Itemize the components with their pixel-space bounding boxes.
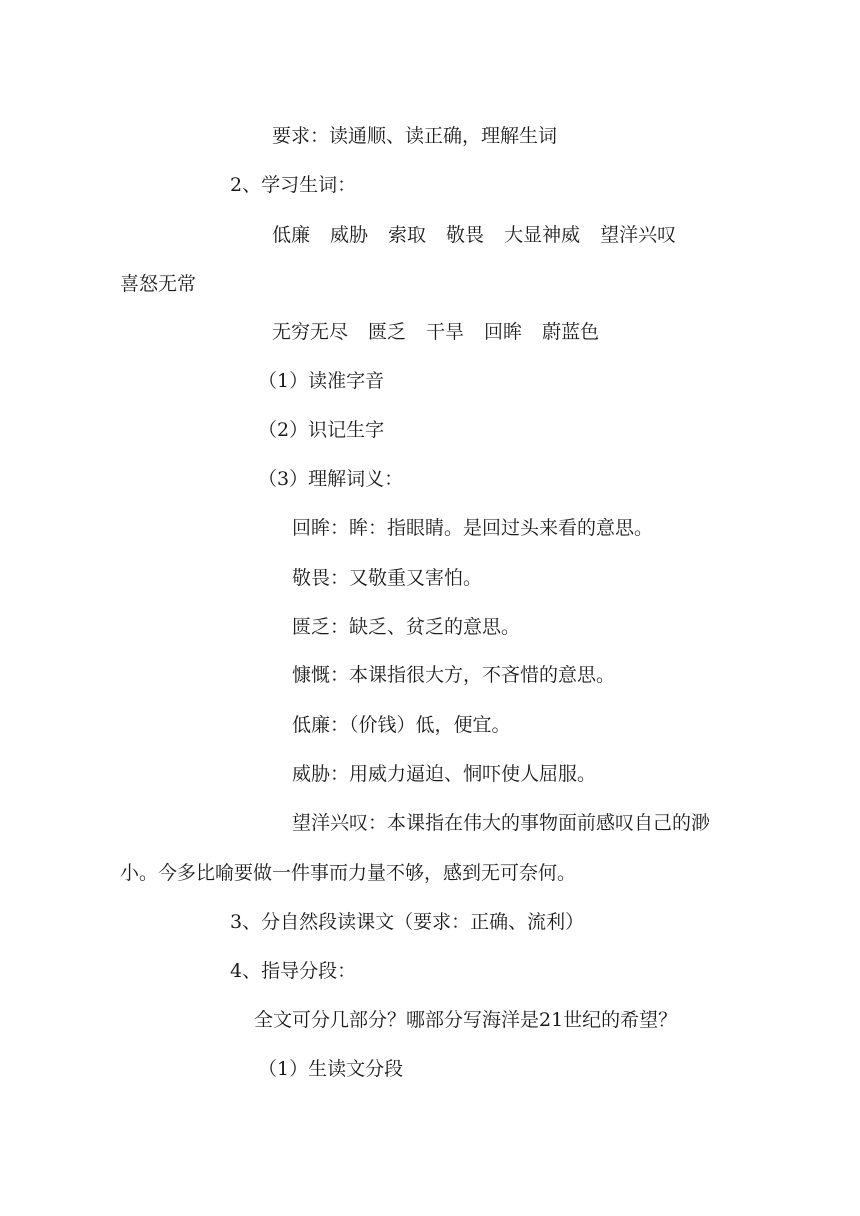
vocab-word: 大显神威 xyxy=(504,224,581,246)
definition-line: 敬畏：又敬重又害怕。 xyxy=(292,567,483,589)
vocab-word: 望洋兴叹 xyxy=(600,224,677,246)
vocab-row-2 xyxy=(272,323,599,342)
definition-line: 威胁：用威力逼迫、恫吓使人屈服。 xyxy=(292,763,597,785)
vocab-word: 回眸 xyxy=(484,321,523,343)
vocab-word: 蔚蓝色 xyxy=(542,321,600,343)
definition-long-line-1: 望洋兴叹：本课指在伟大的事物面前感叹自己的渺 xyxy=(292,812,711,834)
step4-sub-item-1: （1）生读文分段 xyxy=(258,1058,404,1080)
vocab-row-1-wrap: 喜怒无常 xyxy=(120,273,197,295)
sub-item-2: （2）识记生字 xyxy=(258,419,385,441)
definition-line: 匮乏：缺乏、贫乏的意思。 xyxy=(292,616,521,638)
vocab-word: 威胁 xyxy=(330,224,369,246)
step3-heading: 3、分自然段读课文（要求：正确、流利） xyxy=(230,911,585,933)
definition-long-line-2: 小。今多比喻要做一件事而力量不够，感到无可奈何。 xyxy=(120,862,577,884)
vocab-word: 低廉 xyxy=(272,224,311,246)
definition-line: 慷慨：本课指很大方，不吝惜的意思。 xyxy=(292,664,616,686)
question-line: 全文可分几部分？哪部分写海洋是21世纪的希望？ xyxy=(254,1009,678,1031)
vocab-word: 索取 xyxy=(388,224,427,246)
vocab-word: 干旱 xyxy=(426,321,465,343)
definition-line: 回眸：眸：指眼睛。是回过头来看的意思。 xyxy=(292,517,654,539)
vocab-row-1 xyxy=(272,226,676,245)
sub-item-1: （1）读准字音 xyxy=(258,370,385,392)
definition-line: 低廉：（价钱）低，便宜。 xyxy=(292,714,511,736)
vocab-word: 敬畏 xyxy=(446,224,485,246)
requirement-line: 要求：读通顺、读正确，理解生词 xyxy=(272,125,558,147)
vocab-word: 匮乏 xyxy=(368,321,407,343)
step2-heading: 2、学习生词： xyxy=(230,174,357,196)
sub-item-3: （3）理解词义： xyxy=(258,468,404,490)
vocab-word: 无穷无尽 xyxy=(272,321,349,343)
step4-heading: 4、指导分段： xyxy=(230,960,357,982)
